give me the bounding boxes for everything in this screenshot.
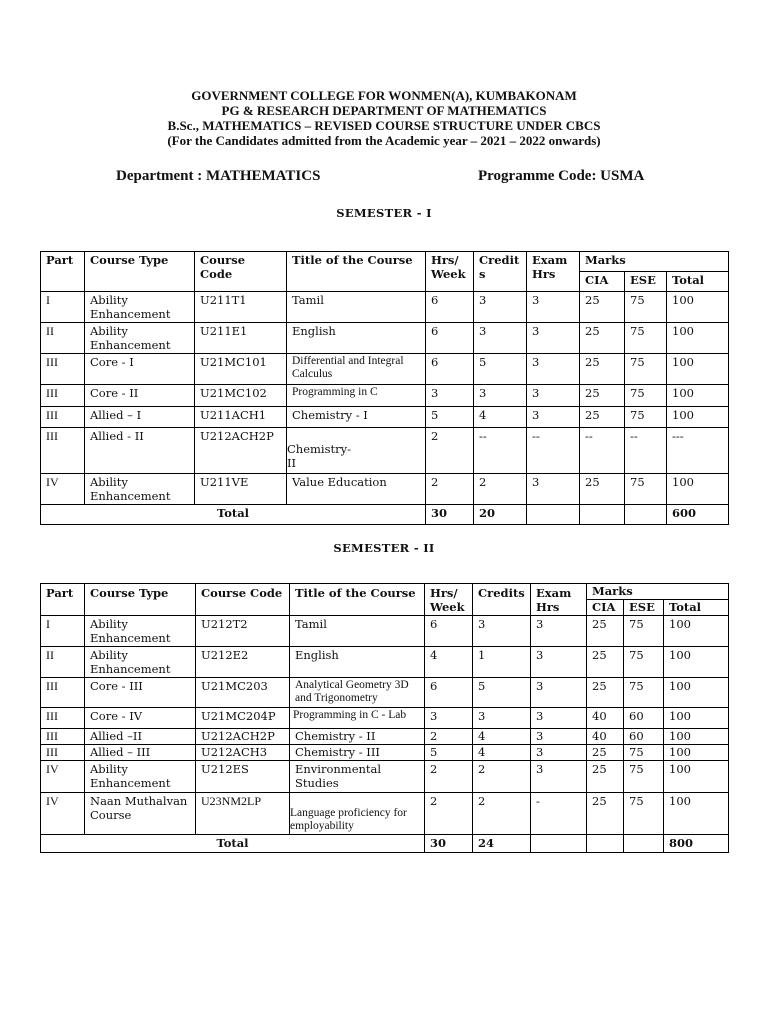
cell-credits: 4 bbox=[473, 745, 531, 761]
cell-course-title bbox=[290, 761, 425, 793]
cell-exam: - bbox=[531, 793, 587, 835]
total-hrs: 30 bbox=[426, 505, 474, 525]
cell-hrs: 4 bbox=[425, 647, 473, 678]
cell-ese: 75 bbox=[624, 678, 664, 708]
cell-course-title: Value Education bbox=[287, 474, 426, 505]
table-row bbox=[41, 793, 729, 835]
cell-credits: 2 bbox=[473, 793, 531, 835]
cell-course-type: Allied –II bbox=[85, 729, 196, 745]
cell-course-title: English bbox=[287, 323, 426, 354]
table-row bbox=[41, 292, 729, 323]
header-part: Part bbox=[41, 584, 85, 616]
cell-exam: -- bbox=[527, 428, 580, 474]
cell-empty bbox=[625, 505, 667, 525]
cell-empty bbox=[624, 835, 664, 853]
cell-course-type: Ability Enhancement bbox=[85, 323, 195, 354]
cell-course-code: U212ACH2P bbox=[196, 729, 290, 745]
department-label: Department : MATHEMATICS bbox=[116, 168, 321, 184]
course-structure-heading: B.Sc., MATHEMATICS – REVISED COURSE STRUCTURE UNDER CBCS bbox=[167, 118, 601, 133]
cell-credits: 1 bbox=[473, 647, 531, 678]
cell-course-code: U212ACH2P bbox=[195, 428, 287, 474]
cell-total: 100 bbox=[667, 292, 729, 323]
cell-cia: -- bbox=[580, 428, 625, 474]
cell-credits: -- bbox=[474, 428, 527, 474]
total-hrs: 30 bbox=[425, 835, 473, 853]
cell-part: III bbox=[41, 385, 85, 407]
table-row bbox=[41, 354, 729, 385]
table-row bbox=[41, 407, 729, 428]
cell-course-type: Ability Enhancement bbox=[85, 292, 195, 323]
table-row bbox=[41, 729, 729, 745]
header-course-title: Title of the Course bbox=[287, 252, 426, 292]
header-part: Part bbox=[41, 252, 85, 292]
cell-exam: 3 bbox=[527, 323, 580, 354]
cell-cia: 25 bbox=[580, 385, 625, 407]
cell-cia: 40 bbox=[587, 729, 624, 745]
cell-credits: 2 bbox=[474, 474, 527, 505]
cell-empty bbox=[580, 505, 625, 525]
cell-course-code: U212ES bbox=[196, 761, 290, 793]
cell-course-code: U21MC203 bbox=[196, 678, 290, 708]
cell-hrs: 5 bbox=[425, 745, 473, 761]
cell-credits: 2 bbox=[473, 761, 531, 793]
cell-course-title bbox=[287, 428, 426, 474]
cell-hrs: 3 bbox=[425, 708, 473, 729]
table-row bbox=[41, 708, 729, 729]
cell-hrs: 2 bbox=[426, 428, 474, 474]
cell-hrs: 2 bbox=[425, 729, 473, 745]
cell-ese: 75 bbox=[624, 745, 664, 761]
cell-ese: 75 bbox=[624, 793, 664, 835]
header-cia: CIA bbox=[587, 600, 624, 616]
cell-course-type: Ability Enhancement bbox=[85, 761, 196, 793]
department-heading: PG & RESEARCH DEPARTMENT OF MATHEMATICS bbox=[221, 103, 547, 118]
cell-exam: 3 bbox=[531, 729, 587, 745]
cell-course-type: Core - IV bbox=[85, 708, 196, 729]
total-credits: 20 bbox=[474, 505, 527, 525]
cell-exam: 3 bbox=[531, 678, 587, 708]
cell-part: III bbox=[41, 407, 85, 428]
header-credits: Credit s bbox=[474, 252, 527, 292]
cell-credits: 4 bbox=[474, 407, 527, 428]
cell-exam: 3 bbox=[527, 407, 580, 428]
cell-empty bbox=[587, 835, 624, 853]
header-course-code: Course Code bbox=[195, 252, 287, 292]
table-row bbox=[41, 428, 729, 474]
cell-cia: 25 bbox=[580, 323, 625, 354]
header-ese: ESE bbox=[625, 272, 667, 292]
cell-ese: 75 bbox=[625, 354, 667, 385]
cell-credits: 3 bbox=[473, 616, 531, 647]
header-hrs-week: Hrs/ Week bbox=[426, 252, 474, 292]
cell-cia: 25 bbox=[580, 474, 625, 505]
cell-cia: 25 bbox=[587, 647, 624, 678]
cell-course-title: Programming in C - Lab bbox=[290, 708, 425, 729]
cell-cia: 25 bbox=[587, 678, 624, 708]
cell-part: III bbox=[41, 678, 85, 708]
header-course-title: Title of the Course bbox=[290, 584, 425, 616]
table-row bbox=[41, 474, 729, 505]
header-hrs-week: Hrs/ Week bbox=[425, 584, 473, 616]
cell-part: III bbox=[41, 708, 85, 729]
cell-part: I bbox=[41, 616, 85, 647]
cell-total: 100 bbox=[664, 678, 729, 708]
table-row bbox=[41, 616, 729, 647]
cell-ese: -- bbox=[625, 428, 667, 474]
total-label: Total bbox=[41, 835, 425, 853]
table-row bbox=[41, 761, 729, 793]
cell-course-title: English bbox=[290, 647, 425, 678]
cell-exam: 3 bbox=[527, 385, 580, 407]
college-name: GOVERNMENT COLLEGE FOR WONMEN(A), KUMBAKONAM bbox=[191, 88, 577, 103]
header-ese: ESE bbox=[624, 600, 664, 616]
total-row bbox=[41, 835, 729, 853]
cell-total: 100 bbox=[664, 616, 729, 647]
cell-ese: 75 bbox=[625, 407, 667, 428]
cell-cia: 25 bbox=[580, 292, 625, 323]
cell-credits: 3 bbox=[474, 323, 527, 354]
total-label: Total bbox=[41, 505, 426, 525]
cell-course-title: Differential and Integral Calculus bbox=[287, 354, 426, 385]
cell-course-type: Allied – I bbox=[85, 407, 195, 428]
table-row bbox=[41, 745, 729, 761]
cell-cia: 25 bbox=[587, 745, 624, 761]
cell-part: IV bbox=[41, 793, 85, 835]
cell-credits: 3 bbox=[474, 385, 527, 407]
cell-total: 100 bbox=[664, 793, 729, 835]
cell-credits: 3 bbox=[473, 708, 531, 729]
programme-code-label: Programme Code: USMA bbox=[478, 168, 645, 184]
cell-course-type: Core - III bbox=[85, 678, 196, 708]
cell-cia: 25 bbox=[587, 761, 624, 793]
table-row bbox=[41, 323, 729, 354]
header-course-type: Course Type bbox=[85, 584, 196, 616]
cell-cia: 40 bbox=[587, 708, 624, 729]
cell-ese: 75 bbox=[625, 474, 667, 505]
cell-course-title: Analytical Geometry 3D and Trigonometry bbox=[290, 678, 425, 708]
cell-part: III bbox=[41, 729, 85, 745]
header-course-code: Course Code bbox=[196, 584, 290, 616]
cell-exam: 3 bbox=[531, 761, 587, 793]
cell-part: IV bbox=[41, 474, 85, 505]
cell-course-code: U211E1 bbox=[195, 323, 287, 354]
cell-total: 100 bbox=[664, 761, 729, 793]
course-title-text: Environmental Studies bbox=[295, 762, 382, 790]
cell-course-code: U212E2 bbox=[196, 647, 290, 678]
cell-exam: 3 bbox=[531, 647, 587, 678]
semester-2-header-row bbox=[41, 584, 729, 600]
cell-course-type: Allied - II bbox=[85, 428, 195, 474]
total-row bbox=[41, 505, 729, 525]
cell-course-type: Core - II bbox=[85, 385, 195, 407]
cell-total: 100 bbox=[664, 729, 729, 745]
cell-ese: 75 bbox=[624, 616, 664, 647]
cell-hrs: 2 bbox=[426, 474, 474, 505]
semester-1-table bbox=[40, 251, 729, 525]
header-marks: Marks bbox=[587, 584, 729, 600]
cell-course-title: Tamil bbox=[290, 616, 425, 647]
cell-course-type: Ability Enhancement bbox=[85, 474, 195, 505]
cell-total: 100 bbox=[664, 745, 729, 761]
cell-hrs: 3 bbox=[426, 385, 474, 407]
cell-hrs: 2 bbox=[425, 761, 473, 793]
cell-total: 100 bbox=[664, 708, 729, 729]
header-credits: Credits bbox=[473, 584, 531, 616]
cell-part: IV bbox=[41, 761, 85, 793]
cell-ese: 75 bbox=[624, 647, 664, 678]
cell-hrs: 6 bbox=[425, 678, 473, 708]
cell-course-type: Ability Enhancement bbox=[85, 616, 196, 647]
cell-course-type: Naan Muthalvan Course bbox=[85, 793, 196, 835]
cell-course-code: U211ACH1 bbox=[195, 407, 287, 428]
total-marks: 800 bbox=[664, 835, 729, 853]
semester-2-title: SEMESTER - II bbox=[333, 541, 435, 555]
cell-exam: 3 bbox=[531, 745, 587, 761]
table-row bbox=[41, 385, 729, 407]
cell-exam: 3 bbox=[527, 292, 580, 323]
cell-total: 100 bbox=[667, 323, 729, 354]
cell-part: III bbox=[41, 354, 85, 385]
cell-course-code: U211T1 bbox=[195, 292, 287, 323]
cell-course-code: U21MC101 bbox=[195, 354, 287, 385]
cell-course-type: Core - I bbox=[85, 354, 195, 385]
cell-course-code: U211VE bbox=[195, 474, 287, 505]
cell-cia: 25 bbox=[587, 793, 624, 835]
cell-ese: 75 bbox=[625, 385, 667, 407]
semester-2-table bbox=[40, 583, 729, 853]
cell-total: 100 bbox=[667, 354, 729, 385]
cell-credits: 5 bbox=[474, 354, 527, 385]
header-total: Total bbox=[667, 272, 729, 292]
cell-total: 100 bbox=[667, 407, 729, 428]
cell-total: 100 bbox=[667, 474, 729, 505]
cell-empty bbox=[531, 835, 587, 853]
semester-1-header-row bbox=[41, 252, 729, 272]
admission-note: (For the Candidates admitted from the Academic year – 2021 – 2022 onwards) bbox=[167, 133, 601, 148]
table-row bbox=[41, 678, 729, 708]
header-course-type: Course Type bbox=[85, 252, 195, 292]
cell-hrs: 6 bbox=[426, 323, 474, 354]
cell-course-code: U212T2 bbox=[196, 616, 290, 647]
cell-total: --- bbox=[667, 428, 729, 474]
cell-credits: 3 bbox=[474, 292, 527, 323]
cell-exam: 3 bbox=[527, 354, 580, 385]
header-marks: Marks bbox=[580, 252, 729, 272]
cell-course-title: Chemistry - II bbox=[290, 729, 425, 745]
cell-part: I bbox=[41, 292, 85, 323]
cell-total: 100 bbox=[664, 647, 729, 678]
header-exam-hrs: Exam Hrs bbox=[527, 252, 580, 292]
cell-part: III bbox=[41, 428, 85, 474]
cell-course-type: Ability Enhancement bbox=[85, 647, 196, 678]
cell-ese: 75 bbox=[624, 761, 664, 793]
header-exam-hrs: Exam Hrs bbox=[531, 584, 587, 616]
total-marks: 600 bbox=[667, 505, 729, 525]
cell-cia: 25 bbox=[580, 354, 625, 385]
cell-ese: 75 bbox=[625, 323, 667, 354]
cell-exam: 3 bbox=[531, 616, 587, 647]
table-row bbox=[41, 647, 729, 678]
cell-hrs: 5 bbox=[426, 407, 474, 428]
cell-ese: 60 bbox=[624, 708, 664, 729]
cell-ese: 75 bbox=[625, 292, 667, 323]
cell-course-title: Programming in C bbox=[287, 385, 426, 407]
cell-empty bbox=[527, 505, 580, 525]
cell-course-code: U21MC102 bbox=[195, 385, 287, 407]
cell-credits: 4 bbox=[473, 729, 531, 745]
cell-course-title: Language proficiency for employability bbox=[290, 793, 425, 835]
cell-hrs: 6 bbox=[426, 354, 474, 385]
header-cia: CIA bbox=[580, 272, 625, 292]
semester-1-title: SEMESTER - I bbox=[336, 206, 432, 220]
cell-course-title: Chemistry - I bbox=[287, 407, 426, 428]
cell-cia: 25 bbox=[587, 616, 624, 647]
cell-credits: 5 bbox=[473, 678, 531, 708]
total-credits: 24 bbox=[473, 835, 531, 853]
cell-cia: 25 bbox=[580, 407, 625, 428]
cell-total: 100 bbox=[667, 385, 729, 407]
cell-course-title: Chemistry - III bbox=[290, 745, 425, 761]
cell-course-code: U212ACH3 bbox=[196, 745, 290, 761]
cell-part: III bbox=[41, 745, 85, 761]
cell-course-code: U21MC204P bbox=[196, 708, 290, 729]
cell-ese: 60 bbox=[624, 729, 664, 745]
cell-exam: 3 bbox=[527, 474, 580, 505]
cell-exam: 3 bbox=[531, 708, 587, 729]
cell-hrs: 6 bbox=[425, 616, 473, 647]
cell-part: II bbox=[41, 323, 85, 354]
cell-course-type: Allied – III bbox=[85, 745, 196, 761]
cell-hrs: 2 bbox=[425, 793, 473, 835]
course-title-text: Chemistry- II bbox=[287, 442, 351, 470]
cell-course-code: U23NM2LP bbox=[196, 793, 290, 835]
header-total: Total bbox=[664, 600, 729, 616]
cell-course-title: Tamil bbox=[287, 292, 426, 323]
cell-hrs: 6 bbox=[426, 292, 474, 323]
cell-part: II bbox=[41, 647, 85, 678]
